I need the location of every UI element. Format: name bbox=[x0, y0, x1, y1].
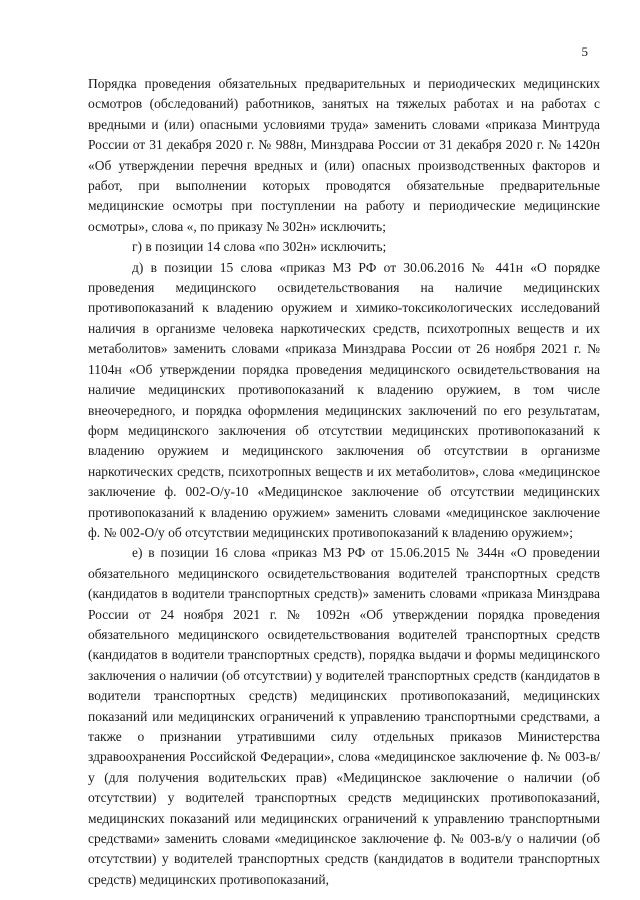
document-body bbox=[88, 74, 600, 890]
paragraph-item-e: е) в позиции 16 слова «приказ МЗ РФ от 15.06.2015 № 344н «О проведении обязательного медицинского освидетельствования водителей транспортных средств (кандидатов в водители транспортных средств)» заменить словами «приказа Минздрава России от 24 ноября 2021 г. № 1092н «Об утверждении порядка проведения обязательного медицинского освидетельствования водителей транспортных средств (кандидатов в водители транспортных средств), порядка выдачи и формы медицинского заключения о наличии (об отсутствии) у водителей транспортных средств (кандидатов в водители транспортных средств) медицинских противопоказаний, медицинских показаний или медицинских ограничений к управлению транспортными средствами, а также о признании утратившими силу отдельных приказов Министерства здравоохранения Российской Федерации», слова «медицинское заключение ф. № 003-в/у (для получения водительских прав) «Медицинское заключение о наличии (об отсутствии) у водителей транспортных средств медицинских противопоказаний, медицинских показаний или медицинских ограничений к управлению транспортными средствами» заменить словами «медицинское заключение ф. № 003-в/у о наличии (об отсутствии) у водителей транспортных средств (кандидатов в водители транспортных средств) медицинских противопоказаний, bbox=[88, 545, 600, 887]
paragraph-item-g: г) в позиции 14 слова «по 302н» исключить; bbox=[132, 239, 387, 255]
paragraph-item-d: д) в позиции 15 слова «приказ МЗ РФ от 30.06.2016 № 441н «О порядке проведения медицинского освидетельствования на наличие медицинских противопоказаний к владению оружием и химико-токсикологических исследований наличия в организме человека наркотических средств, психотропных веществ и их метаболитов» заменить словами «приказа Минздрава России от 26 ноября 2021 г. № 1104н «Об утверждении порядка проведения медицинского освидетельствования на наличие медицинских противопоказаний к владению оружием, в том числе внеочередного, и порядка оформления медицинских заключений по его результатам, форм медицинского заключения об отсутствии медицинских противопоказаний к владению оружием и медицинского заключения об отсутствии в организме наркотических средств, психотропных веществ и их метаболитов», слова «медицинское заключение ф. 002-О/у-10 «Медицинское заключение об отсутствии медицинских противопоказаний к владению оружием» заменить словами «медицинское заключение ф. № 002-О/у об отсутствии медицинских противопоказаний к владению оружием»; bbox=[88, 259, 600, 540]
paragraph-continuation: Порядка проведения обязательных предварительных и периодических медицинских осмотров (обследований) работников, занятых на тяжелых работах и на работах с вредными и (или) опасными условиями труда» заменить словами «приказа Минтруда России от 31 декабря 2020 г. № 988н, Минздрава России от 31 декабря 2020 г. № 1420н «Об утверждении перечня вредных и (или) опасных производственных факторов и работ, при выполнении которых проводятся обязательные предварительные медицинские осмотры при поступлении на работу и периодические медицинские осмотры», слова «, по приказу № 302н» исключить; bbox=[88, 76, 600, 234]
page-number: 5 bbox=[581, 44, 588, 59]
